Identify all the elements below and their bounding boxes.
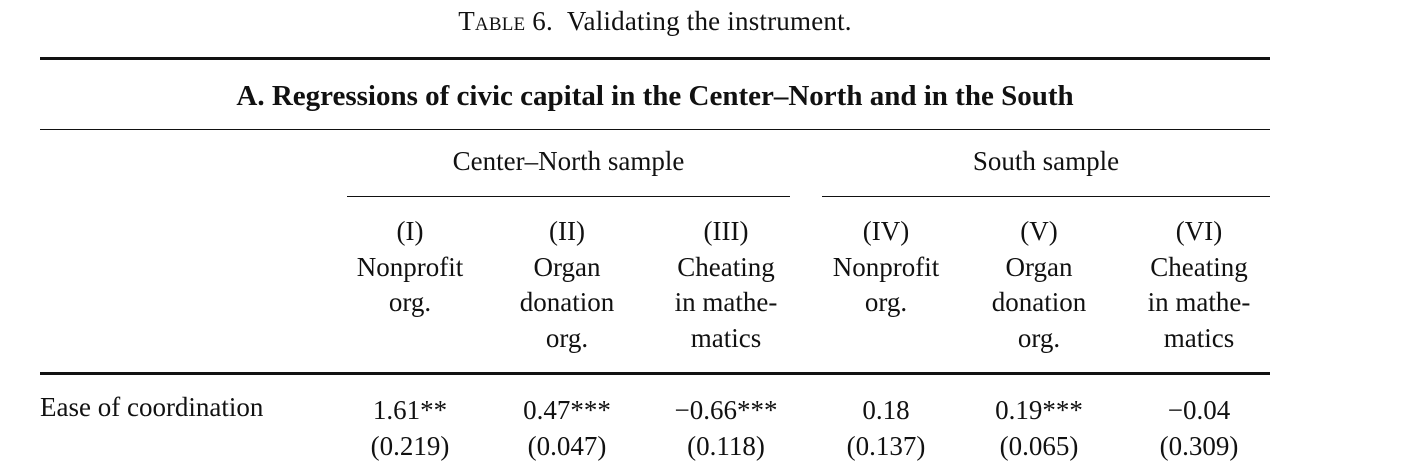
coefficient: −0.04 [1167, 395, 1231, 425]
table-number: Table 6. [458, 6, 553, 36]
column-label-line: Organ [1005, 251, 1073, 282]
column-label-line: Cheating [1150, 251, 1248, 282]
column-label-line: Organ [533, 251, 601, 282]
column-header [651, 214, 801, 356]
panel-rule [40, 129, 1270, 130]
column-label-line: donation [519, 287, 615, 317]
column-label-line: in mathe- [1147, 287, 1251, 317]
coefficient: 0.47*** [523, 395, 611, 425]
table-caption [0, 6, 1310, 37]
column-number: (V) [1020, 216, 1058, 246]
group-rule-center-north [347, 196, 790, 197]
table-cell [651, 392, 801, 464]
header-rule [40, 372, 1270, 375]
top-rule [40, 57, 1270, 60]
row-label-ease-of-coordination: Ease of coordination [40, 392, 264, 422]
column-label-line: org. [864, 287, 908, 317]
standard-error: (0.118) [687, 431, 765, 461]
group-south: South sample [972, 146, 1120, 176]
coefficient: 0.18 [862, 395, 910, 425]
column-number: (IV) [862, 216, 910, 246]
group-rule-south [822, 196, 1270, 197]
column-header [964, 214, 1114, 356]
column-header [492, 214, 642, 356]
column-number: (III) [703, 216, 749, 246]
column-header [1124, 214, 1274, 356]
panel-title: A. Regressions of civic capital in the Center–North and in the South [236, 80, 1074, 112]
coefficient: 0.19*** [995, 395, 1083, 425]
standard-error: (0.065) [999, 431, 1079, 461]
coefficient: −0.66*** [674, 395, 778, 425]
column-label-line: org. [1017, 322, 1061, 353]
column-label-line: org. [545, 322, 589, 353]
column-label-line: Nonprofit [356, 251, 464, 282]
column-label-line: in mathe- [674, 287, 778, 317]
standard-error: (0.309) [1159, 431, 1239, 461]
column-header [335, 214, 485, 321]
column-label-line: Cheating [677, 251, 775, 282]
column-number: (II) [549, 216, 585, 246]
standard-error: (0.219) [370, 431, 450, 461]
column-number: (I) [396, 216, 424, 246]
table-cell [1124, 392, 1274, 464]
coefficient: 1.61** [372, 395, 448, 425]
column-label-line: matics [1163, 322, 1235, 353]
column-label-line: org. [388, 287, 432, 317]
table-cell [492, 392, 642, 464]
standard-error: (0.047) [527, 431, 607, 461]
table-cell [335, 392, 485, 464]
column-label-line: donation [991, 287, 1087, 317]
column-label-line: matics [690, 322, 762, 353]
column-label-line: Nonprofit [832, 251, 940, 282]
column-number: (VI) [1175, 216, 1223, 246]
standard-error: (0.137) [846, 431, 926, 461]
column-header [811, 214, 961, 321]
group-center-north: Center–North sample [452, 146, 685, 176]
table-title: Validating the instrument. [566, 6, 852, 36]
table-cell [964, 392, 1114, 464]
table-cell [811, 392, 961, 464]
